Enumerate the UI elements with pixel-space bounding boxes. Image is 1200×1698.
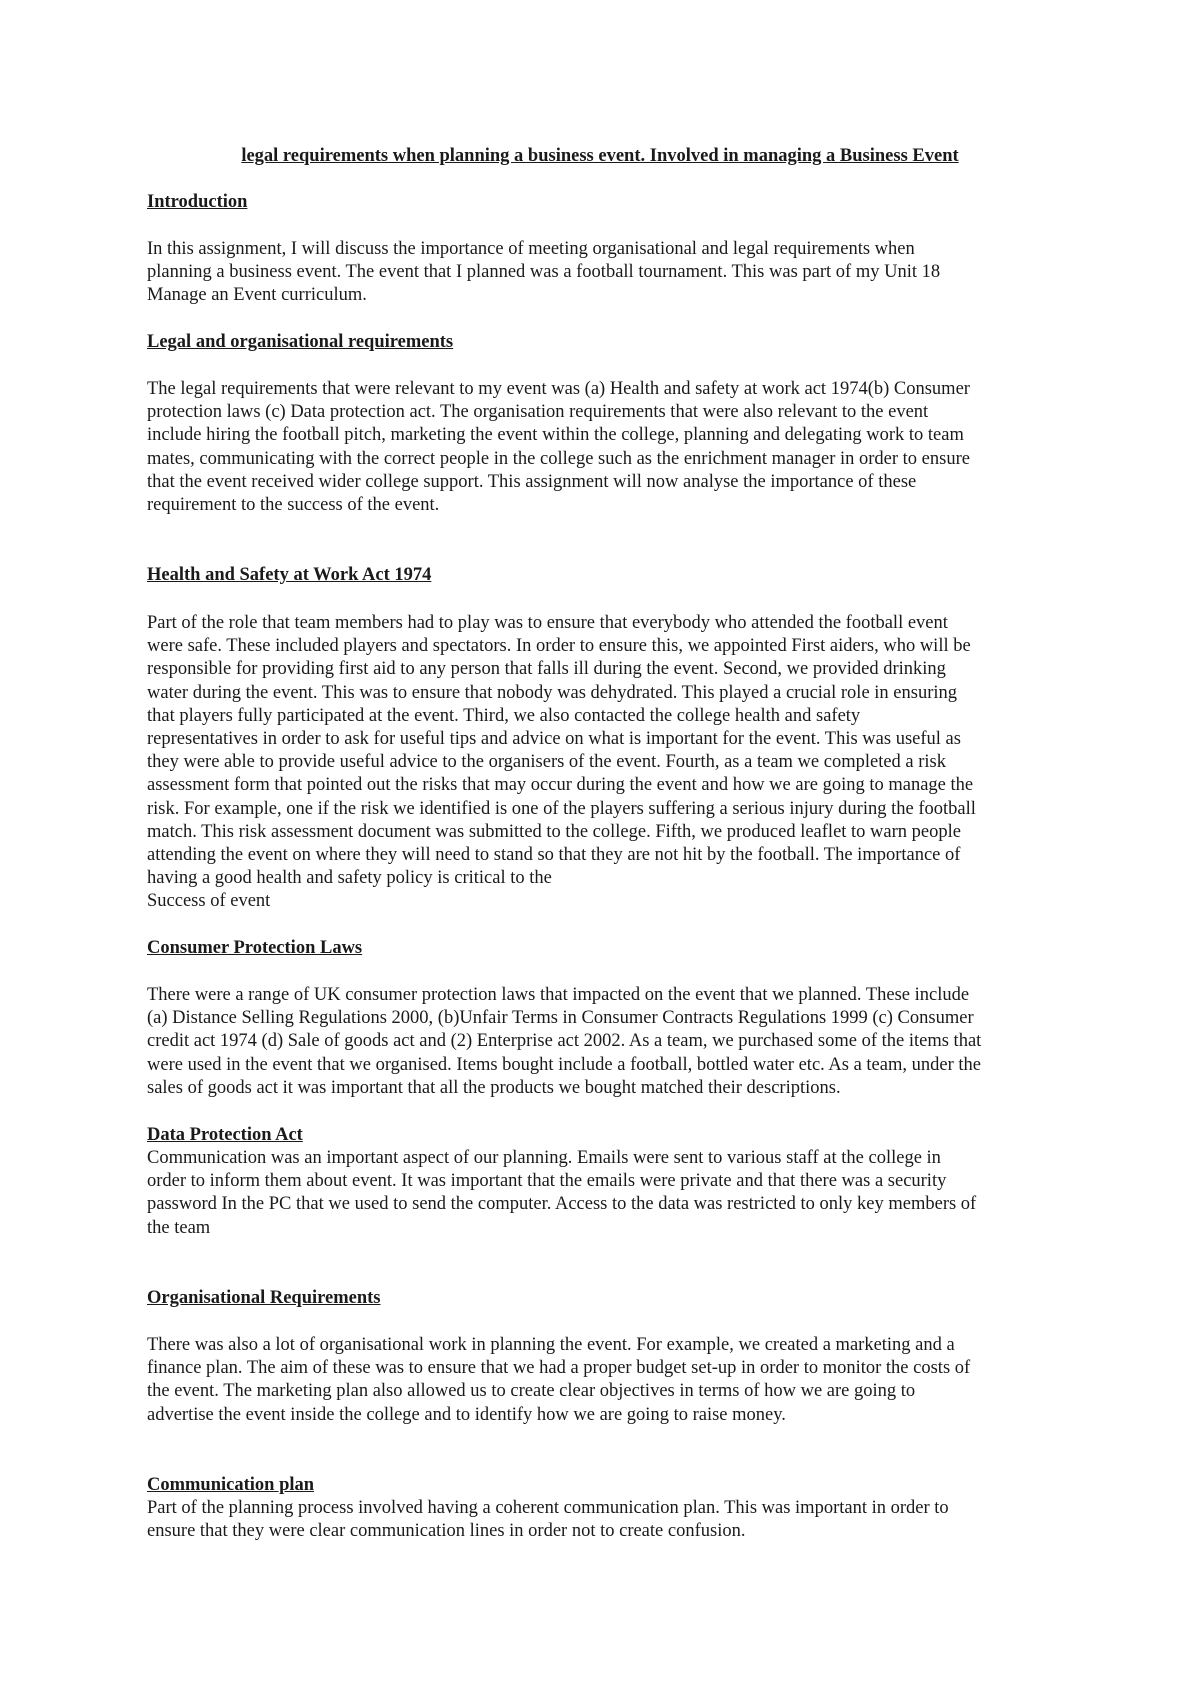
paragraph-line: risk. For example, one if the risk we identified is one of the players suffering a serious injury during the football: [147, 798, 976, 819]
paragraph-line: password In the PC that we used to send the computer. Access to the data was restricted to only key members of: [147, 1194, 977, 1215]
paragraph-line: The legal requirements that were relevant to my event was (a) Health and safety at work act 1974(b) Consumer: [147, 379, 970, 399]
heading-consumer-protection: Consumer Protection Laws: [147, 938, 363, 958]
paragraph-line: finance plan. The aim of these was to ensure that we had a proper budget set-up in order to monitor the costs of: [147, 1358, 971, 1379]
paragraph-data-protection: [147, 1147, 1062, 1240]
heading-organisational-requirements: Organisational Requirements: [147, 1288, 381, 1308]
paragraph-line: that the event received wider college support. This assignment will now analyse the importance of these: [147, 471, 917, 492]
paragraph-introduction: [147, 238, 1062, 308]
paragraph-line: Manage an Event curriculum.: [147, 285, 367, 306]
paragraph-line: water during the event. This was to ensure that nobody was dehydrated. This played a crucial role in ensuring: [147, 682, 958, 703]
heading-introduction: Introduction: [147, 192, 248, 212]
paragraph-line: Part of the planning process involved having a coherent communication plan. This was important in order to: [147, 1498, 949, 1518]
paragraph-line: they were able to provide useful advice to the organisers of the event. Fourth, as a team we completed a risk: [147, 752, 947, 773]
paragraph-line: Success of event: [147, 891, 271, 912]
heading-communication-plan: Communication plan: [147, 1475, 315, 1495]
paragraph-line: representatives in order to ask for useful tips and advice on what is important for the event. This was useful as: [147, 729, 961, 750]
heading-legal-organisational: Legal and organisational requirements: [147, 332, 454, 352]
paragraph-communication-plan: [147, 1497, 1062, 1543]
paragraph-line: advertise the event inside the college and to identify how we are going to raise money.: [147, 1404, 786, 1425]
paragraph-line: Communication was an important aspect of our planning. Emails were sent to various staff at the college in: [147, 1148, 941, 1168]
paragraph-line: match. This risk assessment document was submitted to the college. Fifth, we produced leaflet to warn people: [147, 821, 961, 842]
paragraph-legal-organisational: [147, 378, 1062, 517]
paragraph-line: There were a range of UK consumer protection laws that impacted on the event that we planned. These include: [147, 985, 970, 1005]
heading-health-safety: Health and Safety at Work Act 1974: [147, 565, 432, 585]
paragraph-organisational-requirements: [147, 1334, 1062, 1427]
paragraph-consumer-protection: [147, 984, 1062, 1100]
paragraph-line: were used in the event that we organised. Items bought include a football, bottled water etc. As a team, under the: [147, 1054, 981, 1075]
paragraph-line: (a) Distance Selling Regulations 2000, (b)Unfair Terms in Consumer Contracts Regulations 1999 (c) Consumer: [147, 1008, 974, 1029]
paragraph-line: responsible for providing first aid to any person that falls ill during the event. Second, we provided drinking: [147, 659, 946, 680]
paragraph-line: mates, communicating with the correct people in the college such as the enrichment manager in order to ensure: [147, 448, 970, 469]
paragraph-line: planning a business event. The event that I planned was a football tournament. This was part of my Unit 18: [147, 262, 941, 283]
paragraph-line: include hiring the football pitch, marketing the event within the college, planning and delegating work to team: [147, 425, 964, 446]
paragraph-line: the event. The marketing plan also allowed us to create clear objectives in terms of how we are going to: [147, 1381, 916, 1402]
paragraph-line: Part of the role that team members had to play was to ensure that everybody who attended the football event: [147, 613, 948, 633]
paragraph-line: protection laws (c) Data protection act. The organisation requirements that were also relevant to the event: [147, 402, 929, 423]
paragraph-health-safety: [147, 612, 1062, 914]
paragraph-line: that players fully participated at the event. Third, we also contacted the college health and safety: [147, 705, 861, 726]
paragraph-line: sales of goods act it was important that all the products we bought matched their descriptions.: [147, 1077, 841, 1098]
heading-data-protection: Data Protection Act: [147, 1125, 303, 1145]
paragraph-line: ensure that they were clear communication lines in order not to create confusion.: [147, 1521, 746, 1542]
paragraph-line: the team: [147, 1217, 211, 1238]
paragraph-line: order to inform them about event. It was important that the emails were private and that there was a security: [147, 1171, 947, 1192]
document-title: legal requirements when planning a business event. Involved in managing a Business Event: [241, 146, 959, 166]
paragraph-line: There was also a lot of organisational work in planning the event. For example, we created a marketing and a: [147, 1335, 955, 1355]
paragraph-line: attending the event on where they will need to stand so that they are not hit by the football. The importance of: [147, 845, 961, 866]
paragraph-line: requirement to the success of the event.: [147, 495, 440, 516]
paragraph-line: were safe. These included players and spectators. In order to ensure this, we appointed First aiders, who will be: [147, 636, 971, 657]
paragraph-line: In this assignment, I will discuss the importance of meeting organisational and legal requirements when: [147, 239, 915, 259]
paragraph-line: having a good health and safety policy is critical to the: [147, 868, 552, 889]
paragraph-line: credit act 1974 (d) Sale of goods act and (2) Enterprise act 2002. As a team, we purchased some of the items that: [147, 1031, 982, 1052]
paragraph-line: assessment form that pointed out the risks that may occur during the event and how we are going to manage the: [147, 775, 974, 796]
